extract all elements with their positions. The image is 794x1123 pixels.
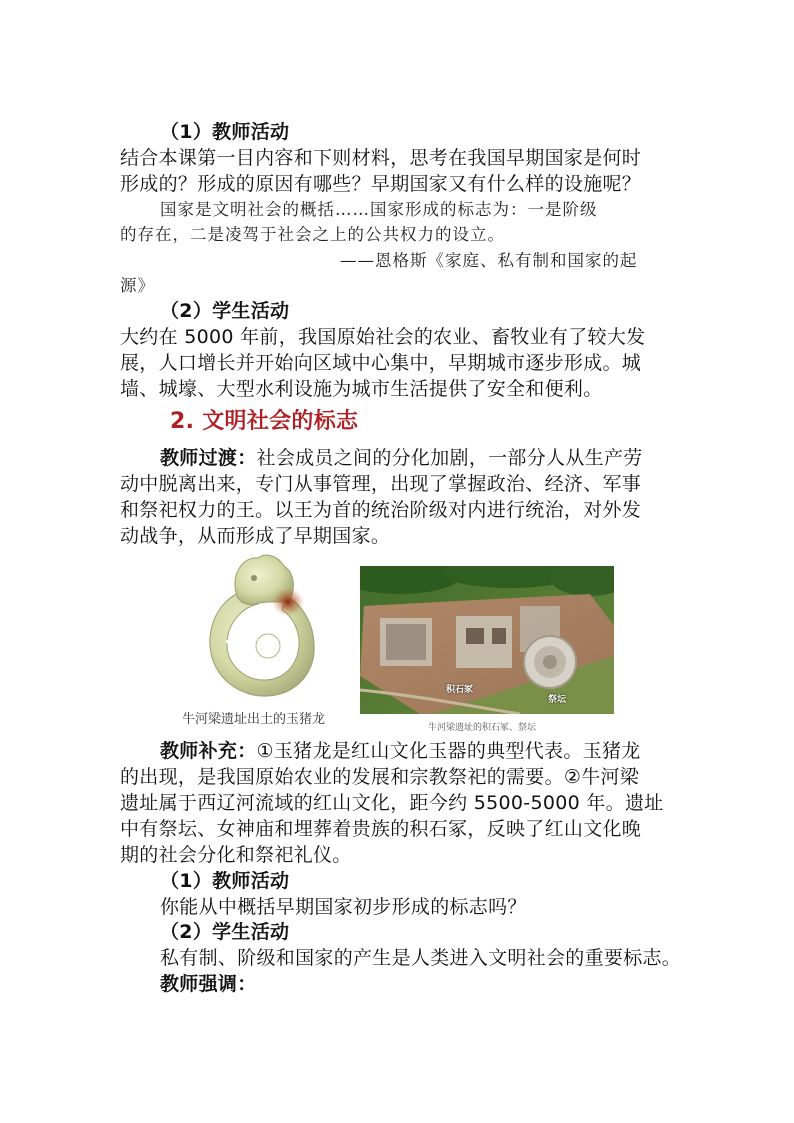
- site-label-mound: 积石冢: [446, 685, 474, 695]
- supplement-label: 教师补充：: [160, 740, 257, 762]
- supplement-line-5: 期的社会分化和祭祀礼仪。: [120, 844, 352, 866]
- jade-pig-dragon-image: [196, 548, 326, 703]
- figure-left-caption: 牛河梁遗址出土的玉猪龙: [182, 712, 326, 727]
- transition-line-4: 动战争，从而形成了早期国家。: [120, 525, 391, 547]
- transition-line-2: 动中脱离出来，专门从事管理，出现了掌握政治、经济、军事: [120, 473, 642, 495]
- site-label-altar: 祭坛: [548, 695, 567, 705]
- supplement-line-2: 的出现，是我国原始农业的发展和宗教祭祀的需要。②牛河梁: [120, 766, 640, 788]
- transition-line-1: [160, 445, 643, 471]
- student-activity-text-line-1: 大约在 5000 年前，我国原始社会的农业、畜牧业有了较大发: [120, 326, 646, 348]
- teacher-activity-text-line-1: 结合本课第一目内容和下则材料，思考在我国早期国家是何时: [120, 147, 642, 169]
- supplement-line-1: [160, 738, 641, 764]
- student-activity-heading-2: （2）学生活动: [160, 921, 290, 943]
- transition-text: 社会成员之间的分化加剧，一部分人从生产劳: [256, 447, 643, 469]
- student-answer: 私有制、阶级和国家的产生是人类进入文明社会的重要标志。: [160, 947, 682, 969]
- quote-source-line-1: ——恩格斯《家庭、私有制和国家的起: [340, 251, 638, 270]
- supplement-line-3: 遗址属于西辽河流域的红山文化，距今约 5500-5000 年。遗址: [120, 792, 664, 814]
- teacher-activity-heading-2: （1）教师活动: [160, 870, 290, 892]
- transition-line-3: 和祭祀权力的王。以王为首的统治阶级对内进行统治，对外发: [120, 499, 642, 521]
- teacher-activity-text-line-2: 形成的？形成的原因有哪些？早期国家又有什么样的设施呢？: [120, 173, 642, 195]
- student-activity-text-line-2: 展，人口增长并开始向区域中心集中，早期城市逐步形成。城: [120, 352, 642, 374]
- niuheliang-site-image: [360, 566, 614, 714]
- student-activity-text-line-3: 墙、城壕、大型水利设施为城市生活提供了安全和便利。: [120, 378, 603, 400]
- jade-pig-dragon-figure: [196, 548, 326, 703]
- teacher-emphasis-label: 教师强调：: [160, 973, 257, 995]
- figure-right-caption: 牛河梁遗址的积石冢、祭坛: [428, 723, 537, 733]
- section-heading: 2. 文明社会的标志: [170, 409, 359, 434]
- niuheliang-site-figure: [360, 566, 614, 714]
- quote-line-2: 的存在，二是凌驾于社会之上的公共权力的设立。: [120, 225, 505, 244]
- teacher-activity-heading: （1）教师活动: [160, 121, 290, 143]
- supplement-line-4: 中有祭坛、女神庙和埋葬着贵族的积石冢，反映了红山文化晚: [120, 818, 642, 840]
- quote-source-line-2: 源》: [120, 276, 155, 295]
- teacher-activity-question: 你能从中概括早期国家初步形成的标志吗？: [160, 896, 527, 918]
- supplement-text: ①玉猪龙是红山文化玉器的典型代表。玉猪龙: [256, 740, 641, 762]
- quote-line-1: 国家是文明社会的概括……国家形成的标志为：一是阶级: [160, 200, 598, 219]
- student-activity-heading: （2）学生活动: [160, 300, 290, 322]
- transition-label: 教师过渡：: [160, 447, 257, 469]
